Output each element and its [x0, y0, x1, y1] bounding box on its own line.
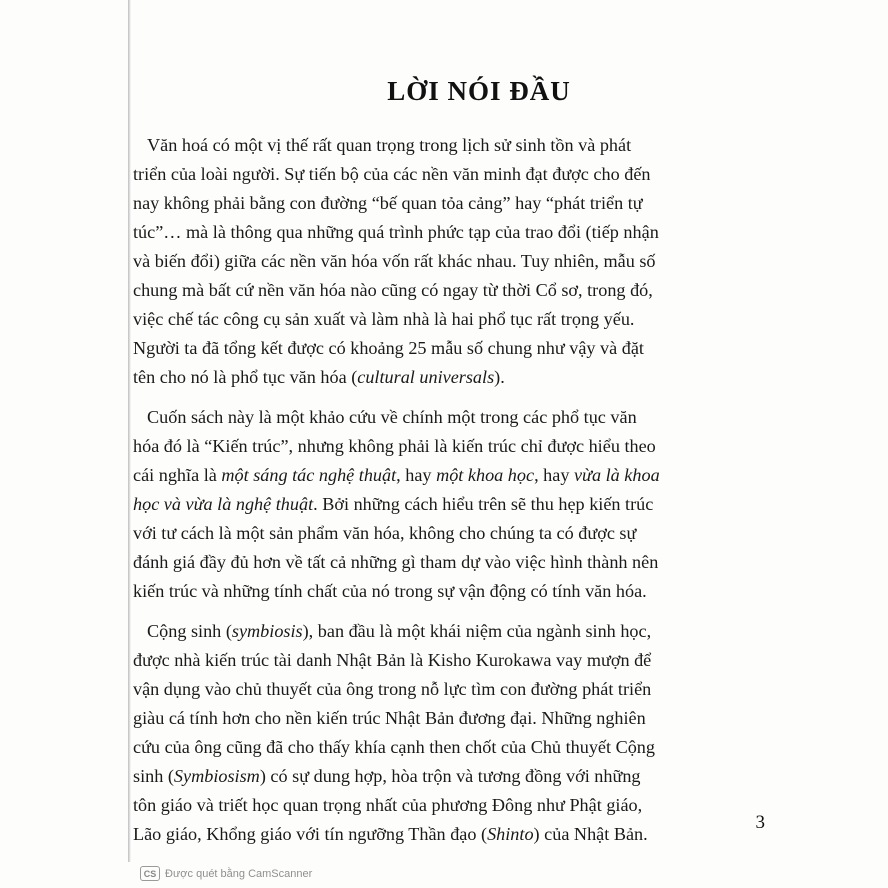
text-line [133, 675, 760, 704]
text-segment: ) có sự dung hợp, hòa trộn và tương đồng với những [259, 766, 641, 786]
text-line [133, 548, 760, 577]
text-segment: ). [494, 367, 505, 387]
paragraph [133, 617, 760, 849]
text-segment: và biến đổi) giữa các nền văn hóa vốn rất khác nhau. Tuy nhiên, mẫu số [133, 251, 656, 271]
text-line [133, 403, 760, 432]
text-segment: giàu cá tính hơn cho nền kiến trúc Nhật Bản đương đại. Những nghiên [133, 708, 646, 728]
camscanner-watermark [140, 866, 312, 881]
page-number: 3 [755, 812, 765, 833]
text-line [133, 432, 760, 461]
italic-term: symbiosis [231, 621, 303, 641]
italic-term: vừa là khoa [573, 465, 660, 485]
text-line [133, 762, 760, 791]
text-segment: đánh giá đầy đủ hơn về tất cả những gì tham dự vào việc hình thành nên [133, 552, 659, 572]
text-line [133, 791, 760, 820]
text-segment: việc chế tác công cụ sản xuất và làm nhà là hai phổ tục rất trọng yếu. [133, 309, 635, 329]
text-segment: ) của Nhật Bản. [533, 824, 648, 844]
text-line [133, 490, 760, 519]
text-segment: Người ta đã tổng kết được có khoảng 25 mẫu số chung như vậy và đặt [133, 338, 644, 358]
text-line [133, 617, 760, 646]
text-segment: vận dụng vào chủ thuyết của ông trong nỗ lực tìm con đường phát triển [133, 679, 652, 699]
text-segment: ), ban đầu là một khái niệm của ngành sinh học, [302, 621, 652, 641]
text-segment: nay không phải bằng con đường “bế quan tỏa cảng” hay “phát triển tự [133, 193, 643, 213]
text-line [133, 519, 760, 548]
italic-term: cultural universals [357, 367, 495, 387]
camscanner-logo-icon: CS [140, 866, 160, 881]
text-line [133, 189, 760, 218]
italic-term: Shinto [487, 824, 534, 844]
italic-term: học và vừa là nghệ thuật [133, 494, 314, 514]
text-line [133, 247, 760, 276]
text-segment: được nhà kiến trúc tài danh Nhật Bản là Kisho Kurokawa vay mượn để [133, 650, 652, 670]
text-segment: sinh ( [133, 766, 174, 786]
text-segment: Văn hoá có một vị thế rất quan trọng trong lịch sử sinh tồn và phát [147, 135, 632, 155]
text-line [133, 363, 760, 392]
text-segment: kiến trúc và những tính chất của nó trong sự vận động có tính văn hóa. [133, 581, 647, 601]
text-line [133, 305, 760, 334]
paragraph [133, 131, 760, 392]
text-line [133, 820, 760, 849]
text-segment: Cộng sinh ( [147, 621, 232, 641]
italic-term: một khoa học [436, 465, 535, 485]
text-segment: . Bởi những cách hiểu trên sẽ thu hẹp kiến trúc [313, 494, 654, 514]
camscanner-text: Được quét bằng CamScanner [165, 867, 313, 880]
text-line [133, 218, 760, 247]
text-segment: chung mà bất cứ nền văn hóa nào cũng có ngay từ thời Cổ sơ, trong đó, [133, 280, 653, 300]
italic-term: Symbiosism [173, 766, 260, 786]
text-segment: túc”… mà là thông qua những quá trình phức tạp của trao đổi (tiếp nhận [133, 222, 659, 242]
text-segment: cứu của ông cũng đã cho thấy khía cạnh then chốt của Chủ thuyết Cộng [133, 737, 655, 757]
text-segment: , hay [396, 465, 437, 485]
text-line [133, 704, 760, 733]
text-segment: , hay [534, 465, 574, 485]
paragraph [133, 403, 760, 606]
text-line [133, 646, 760, 675]
text-line [133, 160, 760, 189]
text-line [133, 276, 760, 305]
text-segment: tên cho nó là phổ tục văn hóa ( [133, 367, 358, 387]
page-title: LỜI NÓI ĐẦU [387, 76, 571, 107]
body-text [133, 131, 760, 849]
italic-term: một sáng tác nghệ thuật [221, 465, 397, 485]
text-segment: triển của loài người. Sự tiến bộ của các nền văn minh đạt được cho đến [133, 164, 651, 184]
text-line [133, 461, 760, 490]
text-line [133, 131, 760, 160]
text-line [133, 733, 760, 762]
text-line [133, 577, 760, 606]
text-segment: với tư cách là một sản phẩm văn hóa, không cho chúng ta có được sự [133, 523, 637, 543]
text-segment: hóa đó là “Kiến trúc”, nhưng không phải là kiến trúc chỉ được hiểu theo [133, 436, 656, 456]
text-segment: Cuốn sách này là một khảo cứu về chính một trong các phổ tục văn [147, 407, 637, 427]
text-line [133, 334, 760, 363]
text-segment: cái nghĩa là [133, 465, 222, 485]
text-segment: Lão giáo, Khổng giáo với tín ngưỡng Thần đạo ( [133, 824, 488, 844]
page-edge-shadow [128, 0, 131, 862]
text-segment: tôn giáo và triết học quan trọng nhất của phương Đông như Phật giáo, [133, 795, 643, 815]
